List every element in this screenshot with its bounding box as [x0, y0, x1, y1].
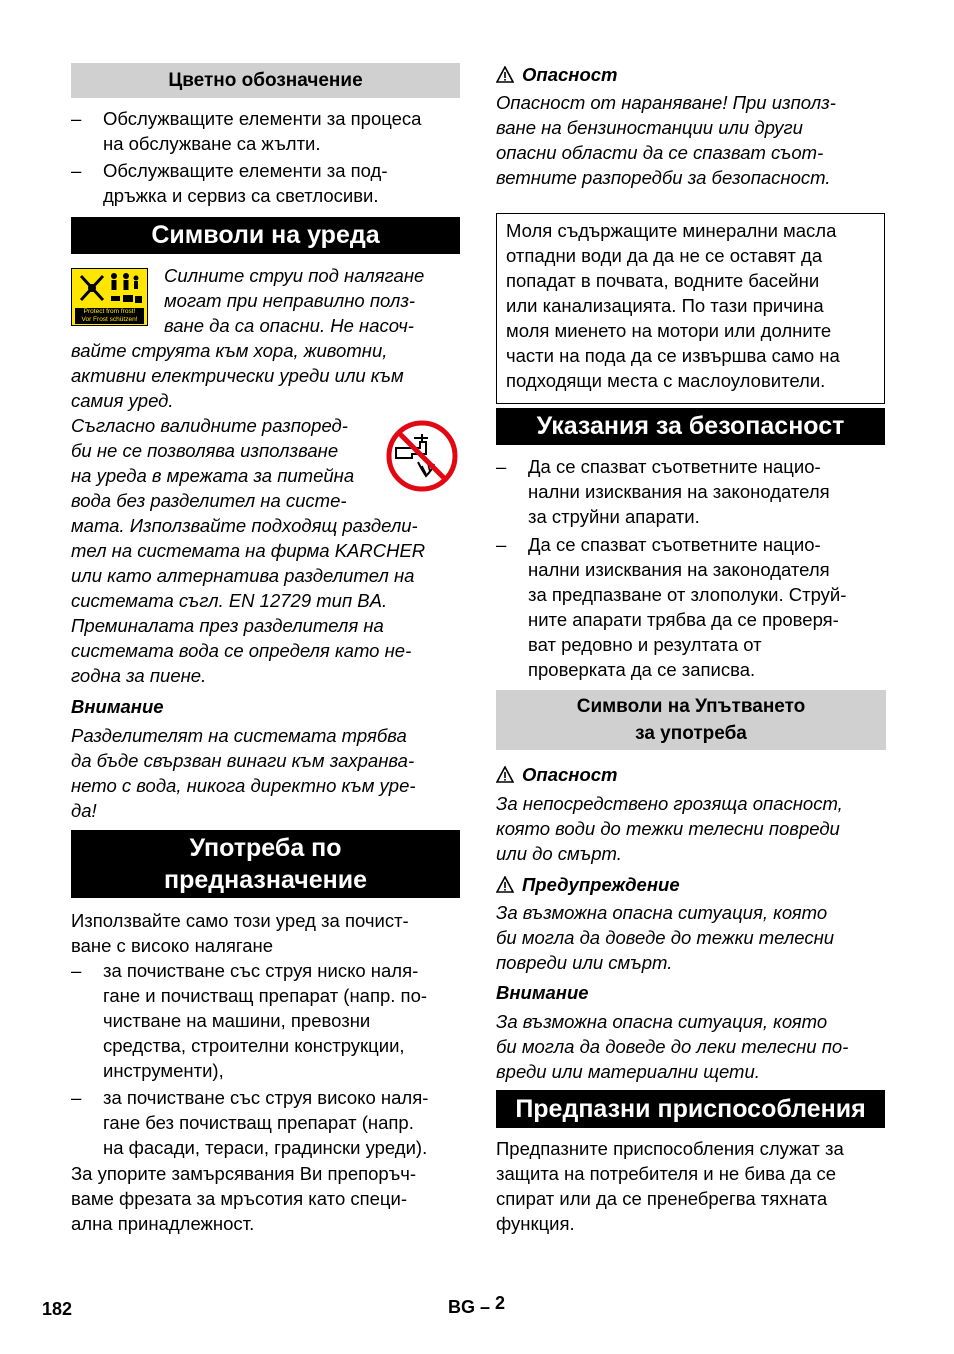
mineral-oil-notice-box — [496, 213, 885, 404]
symbol-caution-text — [496, 1009, 886, 1084]
text-line: функция. — [496, 1213, 575, 1234]
text-line: би могла да доведе до тежки телесни — [496, 927, 835, 948]
text-line: гане без почистващ препарат (напр. — [103, 1112, 414, 1133]
danger-label: Опасност — [522, 764, 618, 785]
heading-line: Символи на Упътването — [576, 696, 806, 717]
sub-page-number: 2 — [495, 1293, 506, 1313]
manual-symbols-heading — [496, 690, 886, 750]
text-line: проверката да се записва. — [528, 659, 756, 680]
text-line: Съгласно валидните разпоред- — [71, 415, 348, 436]
warning-label: Предупреждение — [522, 874, 680, 895]
text-line: Използвайте само този уред за почист- — [71, 910, 409, 931]
text-line: Обслужващите елементи за процеса — [103, 108, 422, 129]
danger-text — [496, 90, 886, 190]
text-line: или канализацията. По тази причина — [506, 295, 824, 316]
text-line: ните апарати трябва да се проверя- — [528, 609, 839, 630]
safety-item-1 — [496, 454, 886, 529]
text-line: за предпазване от злополуки. Струй- — [528, 584, 847, 605]
frost-label: Protect from frost! — [83, 308, 136, 315]
text-line: Разделителят на системата трябва — [71, 725, 407, 746]
text-line: системата съгл. EN 12729 тип BA. — [71, 590, 388, 611]
text-line: части на пода да се извършва само на — [506, 345, 840, 366]
text-line: могат при неправилно полз- — [164, 290, 416, 311]
language-code: BG — [448, 1297, 475, 1317]
text-line: за почистване със струя високо наля- — [103, 1087, 429, 1108]
text-line: Преминалата през разделителя на — [71, 615, 384, 636]
text-line: ване на бензиностанции или други — [496, 117, 803, 138]
no-drinking-water-icon — [384, 418, 460, 494]
color-item-1 — [71, 106, 460, 156]
danger-label: Опасност — [522, 64, 618, 85]
text-line: чистване на машини, превозни — [103, 1010, 371, 1031]
intended-use-item-2 — [71, 1085, 460, 1160]
danger-heading — [496, 62, 617, 87]
text-line: системата вода се определя като не- — [71, 640, 412, 661]
text-line: нето с вода, никога директно към уре- — [71, 775, 416, 796]
text-line: ване да са опасни. Не насоч- — [164, 315, 414, 336]
intended-use-outro — [71, 1161, 460, 1236]
symbol-caution-label: Внимание — [496, 982, 589, 1003]
intended-use-heading — [71, 830, 460, 898]
text-line: отпадни води да да не се оставят да — [506, 245, 823, 266]
color-item-2 — [71, 158, 460, 208]
text-line: За възможна опасна ситуация, която — [496, 1011, 828, 1032]
symbol-danger-text — [496, 791, 886, 866]
list-dash: – — [496, 534, 507, 555]
text-line: за почистване със струя ниско наля- — [103, 960, 419, 981]
protective-devices-heading: Предпазни приспособления — [496, 1090, 885, 1128]
safety-heading: Указания за безопасност — [496, 408, 885, 445]
text-line: на обслужване са жълти. — [103, 133, 321, 154]
text-line: ване с високо налягане — [71, 935, 274, 956]
heading-line: Употреба по — [189, 834, 342, 862]
text-line: средства, строителни конструкции, — [103, 1035, 405, 1056]
text-line: ват редовно и резултата от — [528, 634, 762, 655]
separator: – — [480, 1297, 491, 1317]
text-line: вайте струята към хора, животни, — [71, 340, 388, 361]
text-line: би не се позволява използване — [71, 440, 339, 461]
intended-use-intro — [71, 908, 460, 958]
symbol-warning-heading — [496, 872, 680, 897]
warning-triangle-icon — [496, 766, 514, 783]
text-line: спират или да се пренебрегва тяхната — [496, 1188, 828, 1209]
symbol-warning-text — [496, 900, 886, 975]
text-line: попадат в почвата, водните басейни — [506, 270, 820, 291]
symbol-danger-heading — [496, 762, 617, 787]
text-line: защита на потребителя и не бива да се — [496, 1163, 837, 1184]
page-number: 182 — [42, 1299, 73, 1319]
text-line: тел на системата на фирма KARCHER — [71, 540, 426, 561]
safety-item-2 — [496, 532, 886, 682]
device-symbols-heading: Символи на уреда — [71, 217, 460, 254]
water-separator-lines-bottom — [71, 513, 460, 688]
text-line: да бъде свързван винаги към захранва- — [71, 750, 415, 771]
list-dash: – — [71, 108, 82, 129]
text-line: на уреда в мрежата за питейна — [71, 465, 355, 486]
text-line: опасни области да се спазват съот- — [496, 142, 824, 163]
water-separator-lines-top — [71, 413, 381, 513]
warning-triangle-icon — [496, 66, 514, 83]
text-line: ална принадлежност. — [71, 1213, 255, 1234]
text-line: да! — [71, 800, 97, 821]
text-line: Да се спазват съответните нацио- — [528, 456, 821, 477]
text-line: която води до тежки телесни повреди — [496, 818, 840, 839]
text-line: би могла да доведе до леки телесни по- — [496, 1036, 849, 1057]
heading-line: предназначение — [163, 866, 368, 894]
jet-warning-lines-bottom — [71, 338, 460, 413]
text-line: ветните разпоредби за безопасност. — [496, 167, 831, 188]
text-line: подходящи места с маслоуловители. — [506, 370, 826, 391]
text-line: вода без разделител на систе- — [71, 490, 347, 511]
text-line: Силните струи под налягане — [164, 265, 425, 286]
list-dash: – — [71, 960, 82, 981]
language-page-indicator — [448, 1293, 506, 1318]
frost-label: Vor Frost schützen! — [81, 316, 138, 323]
text-line: годна за пиене. — [71, 665, 207, 686]
text-line: гане и почистващ препарат (напр. по- — [103, 985, 428, 1006]
text-line: на фасади, тераси, градински уреди). — [103, 1137, 428, 1158]
high-pressure-warning-icon — [71, 268, 148, 326]
color-coding-heading: Цветно обозначение — [71, 63, 460, 98]
list-dash: – — [71, 1087, 82, 1108]
text-line: Моля съдържащите минерални масла — [506, 220, 837, 241]
text-line: самия уред. — [71, 390, 174, 411]
text-line: моля миенето на мотори или долните — [506, 320, 832, 341]
text-line: или до смърт. — [496, 843, 622, 864]
text-line: Да се спазват съответните нацио- — [528, 534, 821, 555]
text-line: Предпазните приспособления служат за — [496, 1138, 844, 1159]
text-line: за струйни апарати. — [528, 506, 700, 527]
text-line: Опасност от нараняване! При използ- — [496, 92, 836, 113]
attention-label: Внимание — [71, 696, 164, 717]
list-dash: – — [71, 160, 82, 181]
text-line: Обслужващите елементи за под- — [103, 160, 388, 181]
warning-triangle-icon — [496, 876, 514, 893]
text-line: нални изисквания на законодателя — [528, 559, 830, 580]
intended-use-item-1 — [71, 958, 460, 1083]
text-line: нални изисквания на законодателя — [528, 481, 830, 502]
text-line: активни електрически уреди или към — [71, 365, 404, 386]
text-line: мата. Използвайте подходящ раздели- — [71, 515, 418, 536]
text-line: За упорите замърсявания Ви препоръч- — [71, 1163, 417, 1184]
text-line: ваме фрезата за мръсотия като специ- — [71, 1188, 408, 1209]
text-line: или като алтернатива разделител на — [71, 565, 415, 586]
protective-devices-text — [496, 1136, 886, 1236]
text-line: вреди или материални щети. — [496, 1061, 760, 1082]
heading-line: за употреба — [635, 723, 747, 744]
text-line: инструменти), — [103, 1060, 224, 1081]
text-line: дръжка и сервиз са светлосиви. — [103, 185, 379, 206]
list-dash: – — [496, 456, 507, 477]
text-line: повреди или смърт. — [496, 952, 673, 973]
text-line: За възможна опасна ситуация, която — [496, 902, 828, 923]
text-line: За непосредствено грозяща опасност, — [496, 793, 843, 814]
jet-warning-lines-top — [164, 263, 460, 338]
attention-text — [71, 723, 460, 823]
